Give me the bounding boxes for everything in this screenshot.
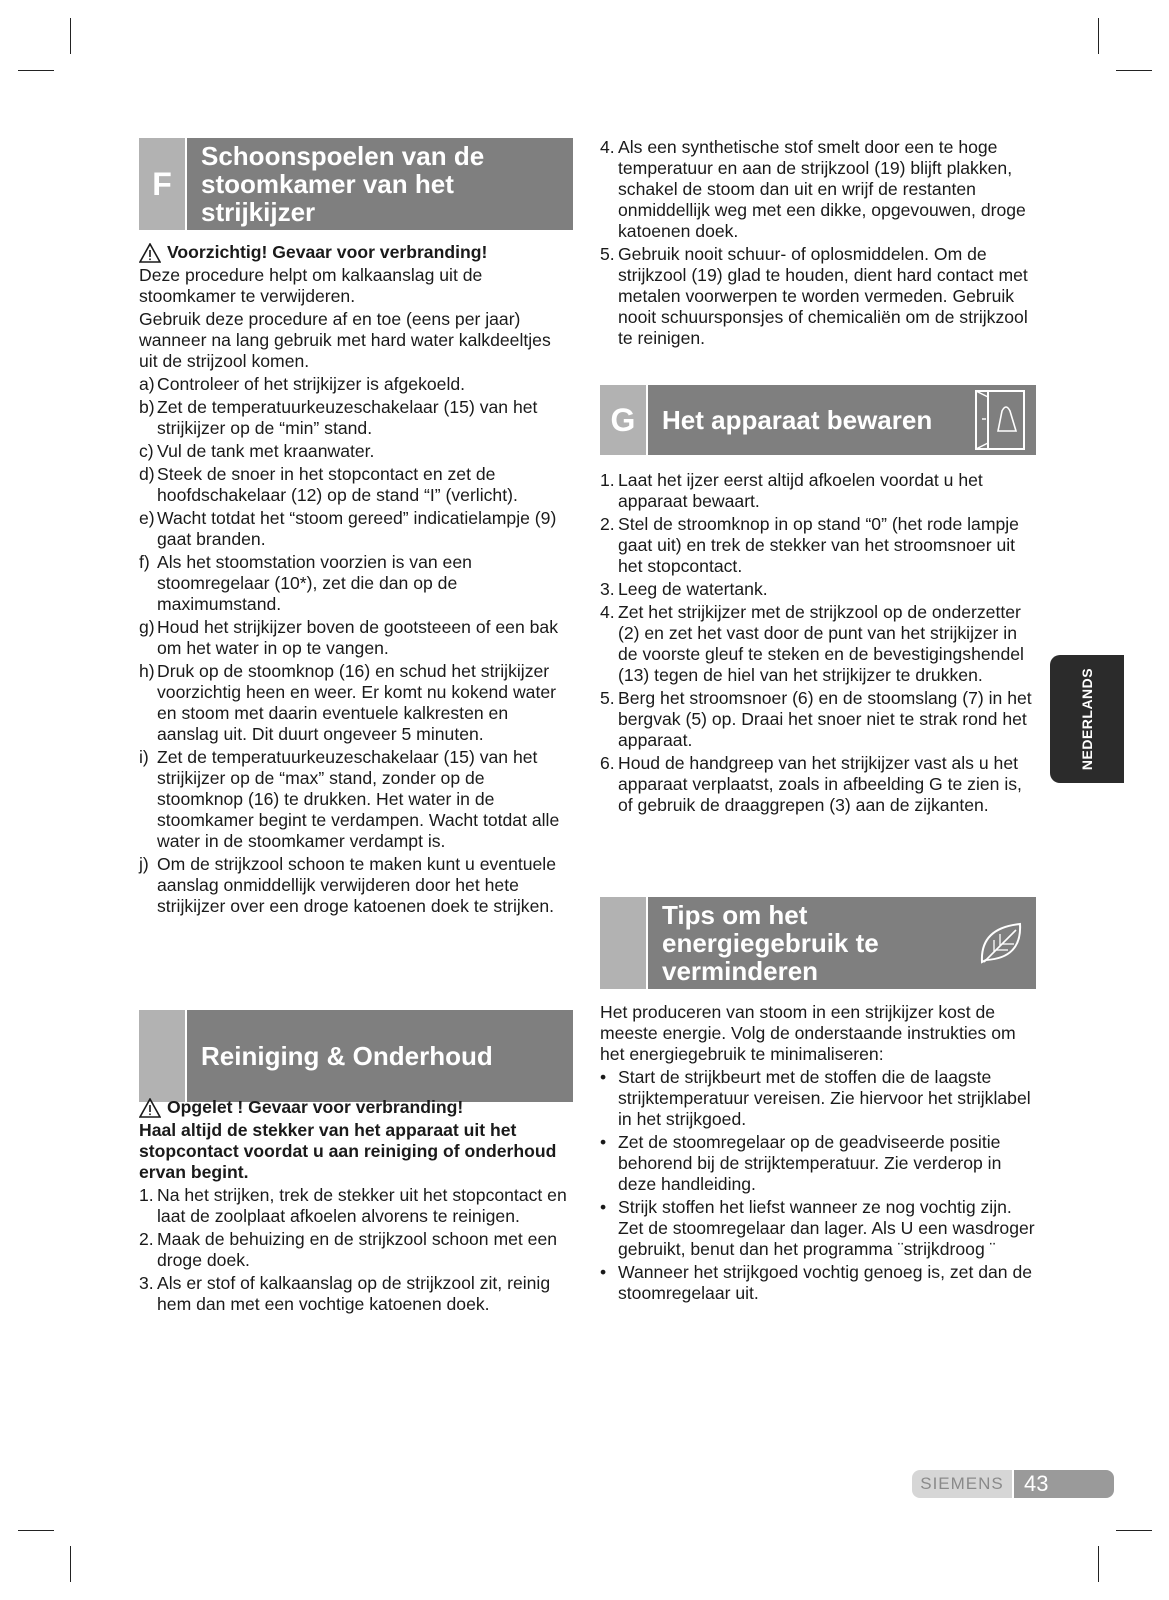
list-item xyxy=(139,617,573,659)
list-item xyxy=(139,1229,573,1271)
section-letter: G xyxy=(600,385,646,455)
language-tab xyxy=(1050,655,1124,783)
list-marker: • xyxy=(600,1262,607,1282)
list-item xyxy=(600,514,1036,577)
list-marker: b) xyxy=(139,397,155,417)
list-marker: e) xyxy=(139,508,155,528)
list-marker: 4. xyxy=(600,137,615,157)
list-marker: g) xyxy=(139,617,155,637)
list-text: Controleer of het strijkijzer is afgekoeld. xyxy=(157,374,466,394)
list-marker: • xyxy=(600,1132,607,1152)
crop-mark xyxy=(18,1530,54,1531)
list-text: Wanneer het strijkgoed vochtig genoeg is, zet dan de stoomregelaar uit. xyxy=(618,1262,1033,1303)
list-marker: d) xyxy=(139,464,155,484)
list-marker: 1. xyxy=(139,1185,154,1205)
list-text: Wacht totdat het “stoom gereed” indicatielampje (9) gaat branden. xyxy=(157,508,557,549)
crop-mark xyxy=(1116,70,1152,71)
list-text: Om de strijkzool schoon te maken kunt u eventuele aanslag onmiddellijk verwijderen door het hete strijkijzer over een droge katoenen doek te strijken. xyxy=(157,854,557,916)
warning-line xyxy=(139,1097,573,1118)
list-item xyxy=(139,1273,573,1315)
brand-label: SIEMENS xyxy=(912,1470,1012,1498)
section-letter-blank xyxy=(600,897,646,989)
list-item xyxy=(139,508,573,550)
section-g-body xyxy=(600,470,1036,816)
section-clean-continued xyxy=(600,137,1036,349)
section-f-header xyxy=(139,138,573,230)
crop-mark xyxy=(18,70,54,71)
list-item xyxy=(139,747,573,852)
steps-list xyxy=(139,374,573,917)
list-text: Als er stof of kalkaanslag op de strijkzool zit, reinig hem dan met een vochtige katoenen doek. xyxy=(157,1273,551,1314)
list-item xyxy=(139,552,573,615)
list-text: Stel de stroomknop in op stand “0” (het rode lampje gaat uit) en trek de stekker van het stroomsnoer uit het stopcontact. xyxy=(618,514,1019,576)
section-g-header xyxy=(600,385,1036,455)
list-item xyxy=(139,1185,573,1227)
list-marker: a) xyxy=(139,374,155,394)
crop-mark xyxy=(1116,1530,1152,1531)
warning-text: Opgelet ! Gevaar voor verbranding! xyxy=(167,1097,464,1117)
crop-mark xyxy=(70,18,71,54)
section-clean-header xyxy=(139,1010,573,1102)
list-text: Zet het strijkijzer met de strijkzool op de onderzetter (2) en zet het vast door de punt van het strijkijzer in de voorste gleuf te steken en de bevestigingshendel (13) tegen de hiel van het strijkijzer te drukken. xyxy=(618,602,1024,685)
section-title xyxy=(646,897,1036,989)
list-text: Berg het stroomsnoer (6) en de stoomslang (7) in het bergvak (5) op. Draai het snoer niet te strak rond het apparaat. xyxy=(618,688,1032,750)
bullet-item xyxy=(600,1262,1036,1304)
section-clean-body xyxy=(139,1097,573,1315)
list-item xyxy=(600,688,1036,751)
page-footer xyxy=(912,1470,1114,1498)
warning-icon xyxy=(139,1098,161,1118)
list-marker: 4. xyxy=(600,602,615,622)
list-text: Steek de snoer in het stopcontact en zet de hoofdschakelaar (12) op de stand “I” (verlicht). xyxy=(157,464,518,505)
list-marker: • xyxy=(600,1197,607,1217)
paragraph: Deze procedure helpt om kalkaanslag uit de stoomkamer te verwijderen. xyxy=(139,265,483,306)
bullet-item xyxy=(600,1197,1036,1260)
section-title-text: Het apparaat bewaren xyxy=(662,405,933,435)
list-marker: 2. xyxy=(139,1229,154,1249)
warning-icon xyxy=(139,243,161,263)
list-text: Houd het strijkijzer boven de gootsteeen of een bak om het water in op te vangen. xyxy=(157,617,559,658)
section-letter-blank xyxy=(139,1010,185,1102)
bullet-item xyxy=(600,1067,1036,1130)
list-marker: 3. xyxy=(600,579,615,599)
steps-list xyxy=(139,1185,573,1315)
bold-note: Haal altijd de stekker van het apparaat uit het stopcontact voordat u aan reiniging of onderhoud ervan begint. xyxy=(139,1120,557,1182)
paragraph: Het produceren van stoom in een strijkijzer kost de meeste energie. Volg de onderstaande instrukties om het energiegebruik te minimaliseren: xyxy=(600,1002,1016,1064)
list-item xyxy=(600,137,1036,242)
list-text: Zet de temperatuurkeuzeschakelaar (15) van het strijkijzer op de “min” stand. xyxy=(157,397,538,438)
list-marker: j) xyxy=(139,854,149,874)
section-title: Schoonspoelen van de stoomkamer van het strijkijzer xyxy=(185,138,573,230)
list-text: Gebruik nooit schuur- of oplosmiddelen. Om de strijkzool (19) glad te houden, dient hard contact met metalen voorwerpen te worden vermeden. Gebruik nooit schuursponsjes of chemicaliën om de strijkzool te reinigen. xyxy=(618,244,1028,348)
list-text: Druk op de stoomknop (16) en schud het strijkijzer voorzichtig heen en weer. Er komt nu kokend water en stoom met daarin eventuele kalkresten en aanslag uit. Dit duurt ongeveer 5 minuten. xyxy=(157,661,557,744)
list-text: Zet de stoomregelaar op de geadviseerde positie behorend bij de strijktemperatuur. Zie verderop in deze handleiding. xyxy=(618,1132,1002,1194)
list-item xyxy=(600,470,1036,512)
list-marker: 3. xyxy=(139,1273,154,1293)
list-item xyxy=(139,854,573,917)
leaf-icon xyxy=(976,918,1026,968)
list-text: Houd de handgreep van het strijkijzer vast als u het apparaat verplaatst, zoals in afbeelding G te zien is, of gebruik de draaggrepen (3) aan de zijkanten. xyxy=(618,753,1022,815)
crop-mark xyxy=(1098,18,1099,54)
warning-text: Voorzichtig! Gevaar voor verbranding! xyxy=(167,242,488,262)
list-item xyxy=(139,441,573,462)
language-tab-label: NEDERLANDS xyxy=(1079,667,1095,771)
list-text: Maak de behuizing en de strijkzool schoon met een droge doek. xyxy=(157,1229,558,1270)
list-text: Leeg de watertank. xyxy=(618,579,768,599)
warning-line xyxy=(139,242,573,263)
section-letter: F xyxy=(139,138,185,230)
list-text: Na het strijken, trek de stekker uit het stopcontact en laat de zoolplaat afkoelen alvorens te reinigen. xyxy=(157,1185,567,1226)
list-text: Strijk stoffen het liefst wanneer ze nog vochtig zijn. Zet de stoomregelaar dan lager. Als U een wasdroger gebruikt, benut dan het programma ¨strijkdroog ¨ xyxy=(618,1197,1035,1259)
list-marker: c) xyxy=(139,441,154,461)
section-title-text: Tips om het energiegebruik te verminderen xyxy=(662,900,879,986)
list-marker: i) xyxy=(139,747,149,767)
list-item xyxy=(139,374,573,395)
list-item xyxy=(139,661,573,745)
list-text: Als een synthetische stof smelt door een te hoge temperatuur en aan de strijkzool (19) blijft plakken, schakel de stoom dan uit en wrijf de restanten onmiddellijk weg met een dikke, opgevouwen, droge katoenen doek. xyxy=(618,137,1026,241)
list-marker: 6. xyxy=(600,753,615,773)
list-item xyxy=(139,464,573,506)
section-tips-body xyxy=(600,1002,1036,1304)
steps-list xyxy=(600,137,1036,349)
list-text: Vul de tank met kraanwater. xyxy=(157,441,375,461)
section-tips-header xyxy=(600,897,1036,989)
section-title xyxy=(646,385,1036,455)
list-item xyxy=(600,579,1036,600)
paragraph: Gebruik deze procedure af en toe (eens per jaar) wanneer na lang gebruik met hard water kalkdeeltjes uit de strijzool komen. xyxy=(139,309,551,371)
list-text: Zet de temperatuurkeuzeschakelaar (15) van het strijkijzer op de “max” stand, zonder op de stoomknop (16) te drukken. Het water in de stoomkamer begint te verdampen. Wacht totdat alle water in de stoomkamer verdampt is. xyxy=(157,747,560,851)
page-number: 43 xyxy=(1014,1470,1114,1498)
list-item xyxy=(600,602,1036,686)
list-item xyxy=(139,397,573,439)
list-item xyxy=(600,244,1036,349)
crop-mark xyxy=(70,1546,71,1582)
storage-cabinet-icon xyxy=(972,389,1028,451)
section-f-body xyxy=(139,242,573,917)
section-title: Reiniging & Onderhoud xyxy=(185,1010,573,1102)
list-item xyxy=(600,753,1036,816)
list-text: Als het stoomstation voorzien is van een stoomregelaar (10*), zet die dan op de maximumstand. xyxy=(157,552,472,614)
list-text: Laat het ijzer eerst altijd afkoelen voordat u het apparaat bewaart. xyxy=(618,470,983,511)
list-marker: 5. xyxy=(600,688,615,708)
list-marker: 5. xyxy=(600,244,615,264)
list-text: Start de strijkbeurt met de stoffen die de laagste strijktemperatuur vereisen. Zie hiervoor het strijklabel in het strijkgoed. xyxy=(618,1067,1031,1129)
list-marker: • xyxy=(600,1067,607,1087)
list-marker: 2. xyxy=(600,514,615,534)
list-marker: 1. xyxy=(600,470,615,490)
bullet-list xyxy=(600,1067,1036,1304)
list-marker: f) xyxy=(139,552,150,572)
crop-mark xyxy=(1098,1546,1099,1582)
list-marker: h) xyxy=(139,661,155,681)
bullet-item xyxy=(600,1132,1036,1195)
steps-list xyxy=(600,470,1036,816)
